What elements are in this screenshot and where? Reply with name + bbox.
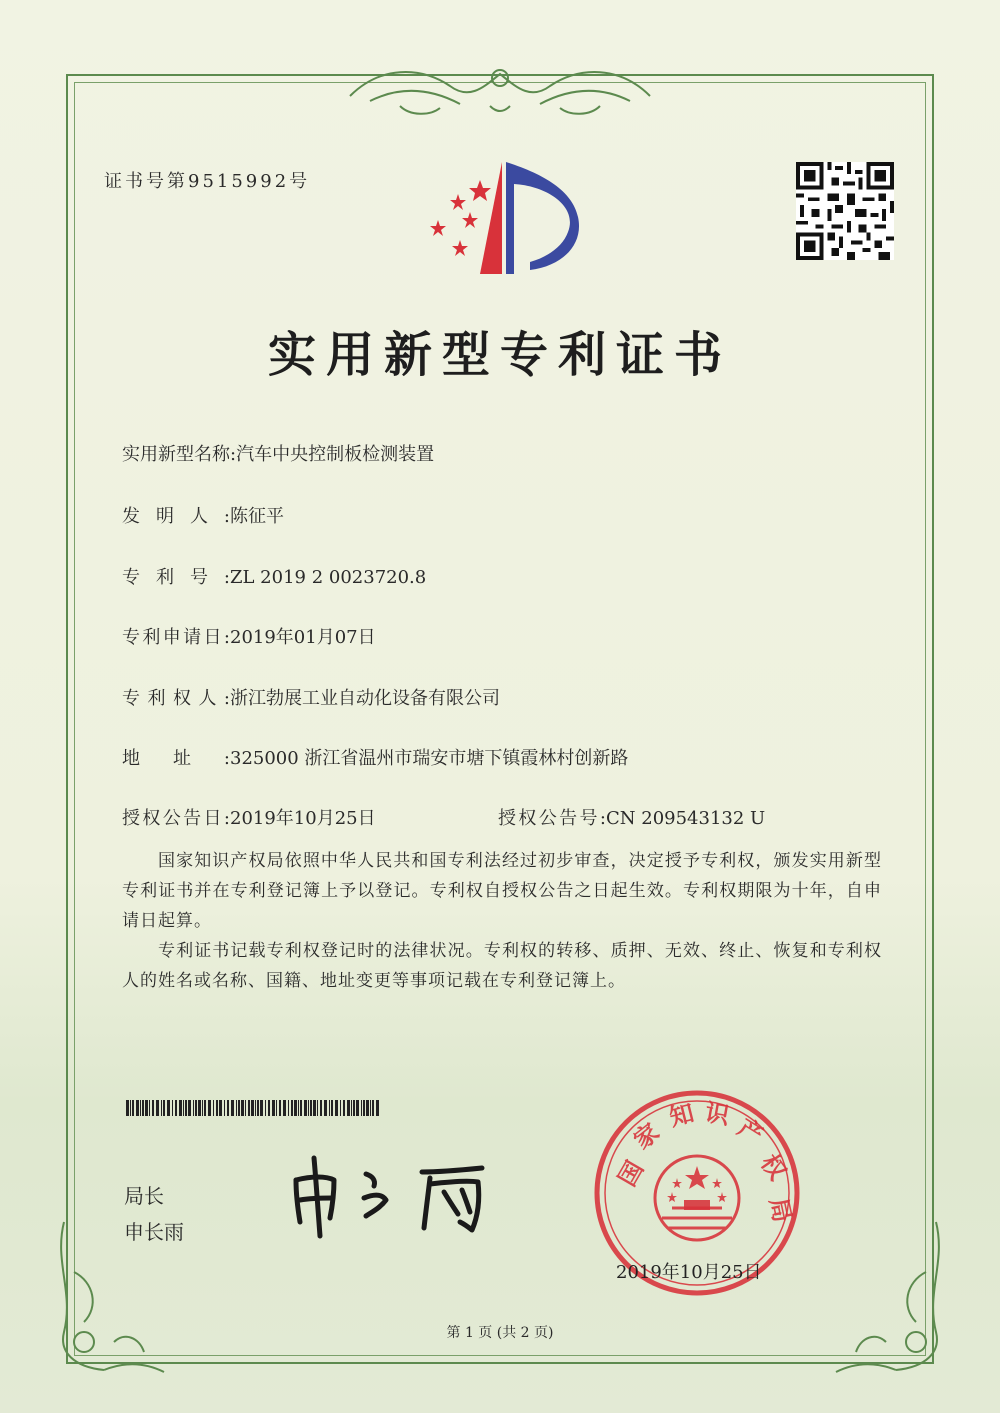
filing-date-label: 专利申请日:	[122, 627, 230, 648]
svg-text:局: 局	[764, 1195, 795, 1225]
patentee-value: 浙江勃展工业自动化设备有限公司	[230, 688, 500, 709]
legal-statement-paragraph-2: 专利证书记载专利权登记时的法律状况。专利权的转移、质押、无效、终止、恢复和专利权人的姓名或名称、国籍、地址变更等事项记载在专利登记簿上。	[122, 941, 882, 991]
svg-text:权: 权	[755, 1150, 791, 1186]
signer-name: 申长雨	[124, 1220, 184, 1244]
svg-text:国: 国	[614, 1157, 650, 1191]
svg-text:识: 识	[702, 1100, 732, 1131]
svg-text:产: 产	[732, 1115, 767, 1150]
grant-number-value: CN 209543132 U	[606, 808, 766, 829]
top-ornament	[340, 56, 660, 126]
patent-number-label: 专利号:	[122, 567, 230, 588]
utility-model-name-row	[122, 440, 434, 466]
patent-office-emblem	[418, 162, 588, 277]
patent-number-value: ZL 2019 2 0023720.8	[230, 567, 427, 588]
filing-date-value: 2019年01月07日	[230, 627, 376, 648]
patentee-row	[122, 684, 500, 710]
filing-date-row	[122, 623, 376, 649]
qr-code	[796, 162, 894, 260]
seal-date: 2019年10月25日	[616, 1262, 762, 1283]
patent-number-row	[122, 563, 426, 589]
address-value: 325000 浙江省温州市瑞安市塘下镇霞林村创新路	[230, 748, 629, 769]
inventor-value: 陈征平	[230, 506, 284, 527]
legal-statement-paragraph-1: 国家知识产权局依照中华人民共和国专利法经过初步审查，决定授予专利权，颁发实用新型专利证书并在专利登记簿上予以登记。专利权自授权公告之日起生效。专利权期限为十年，自申请日起算。	[122, 851, 882, 931]
utility-model-name-value: 汽车中央控制板检测装置	[236, 444, 435, 465]
bottom-right-ornament	[816, 1212, 956, 1382]
svg-text:知: 知	[667, 1100, 697, 1132]
certificate-number: 证书号第9515992号	[104, 171, 311, 192]
address-label: 地址:	[122, 748, 230, 769]
patentee-label: 专利权人:	[122, 688, 230, 709]
page-number: 第 1 页 (共 2 页)	[446, 1325, 554, 1341]
inventor-label: 发明人:	[122, 506, 230, 527]
signer-title: 局长	[124, 1184, 164, 1208]
address-row	[122, 744, 628, 770]
inventor-row	[122, 502, 284, 528]
svg-text:家: 家	[629, 1119, 665, 1155]
utility-model-name-label: 实用新型名称:	[122, 444, 237, 465]
grant-number-row	[498, 804, 765, 830]
grant-date-value: 2019年10月25日	[230, 808, 376, 829]
grant-date-row	[122, 804, 376, 830]
handwritten-signature	[282, 1150, 512, 1240]
barcode	[126, 1100, 380, 1116]
grant-number-label: 授权公告号:	[498, 808, 606, 829]
certificate-title: 实用新型专利证书	[267, 327, 732, 383]
grant-date-label: 授权公告日:	[122, 808, 230, 829]
